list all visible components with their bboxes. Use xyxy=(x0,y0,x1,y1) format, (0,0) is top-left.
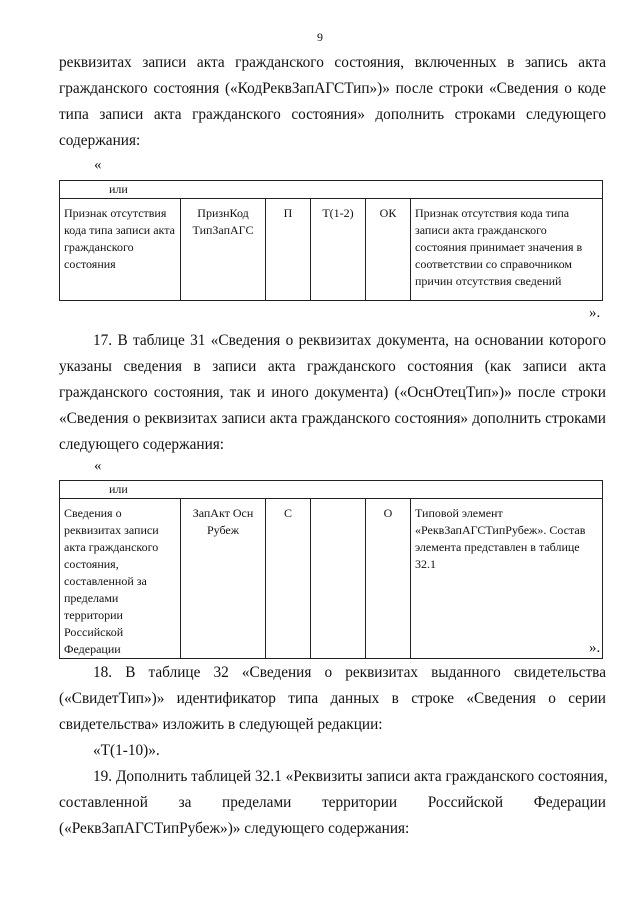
table2-required-cell: О xyxy=(366,499,411,659)
table1-header-row xyxy=(60,181,603,199)
intro-paragraph xyxy=(59,50,606,154)
table1-description-cell: Признак отсутствия кода типа записи акта гражданского состояния принимает значения в соответствии со справочником причин отсутствия сведений xyxy=(411,199,603,301)
para19-line: («РеквЗапАГСТипРубеж»)» следующего содержания: xyxy=(59,820,410,837)
table1-required-cell: ОК xyxy=(366,199,411,301)
table1-header: или xyxy=(109,182,128,196)
table1-open-quote: « xyxy=(94,157,102,173)
table1-type-cell: П xyxy=(266,199,311,301)
table1-name-cell: Признак отсутствия кода типа записи акта гражданского состояния xyxy=(60,199,181,301)
intro-line: реквизитах записи акта гражданского состояния, включенных в запись акта xyxy=(59,54,606,71)
para19-line: 19. Дополнить таблицей 32.1 «Реквизиты записи акта гражданского состояния, xyxy=(93,768,608,785)
table2-format-cell xyxy=(311,499,366,659)
table1-format-cell: Т(1-2) xyxy=(311,199,366,301)
paragraph-19 xyxy=(59,764,606,842)
intro-line: содержания: xyxy=(59,132,141,149)
table-2 xyxy=(59,480,603,659)
table2-close-quote: ». xyxy=(589,640,601,656)
para17-line: указаны сведения в записи акта гражданского состояния (как записи акта xyxy=(59,358,606,375)
table2-name-cell: Сведения о реквизитах записи акта гражданского состояния, составленной за пределами территории Российской Федерации xyxy=(60,499,181,659)
intro-line: гражданского состояния («КодРеквЗапАГСТип»)» после строки «Сведения о коде xyxy=(59,80,606,97)
table1-close-quote: ». xyxy=(589,305,601,321)
para18-line: свидетельства» изложить в следующей редакции: xyxy=(59,716,383,733)
table2-code-cell: ЗапАкт Осн Рубеж xyxy=(181,499,266,659)
table-1 xyxy=(59,180,603,301)
table1-code-cell: ПризнКод ТипЗапАГС xyxy=(181,199,266,301)
para19-line: составленной за пределами территории Российской Федерации xyxy=(59,794,606,811)
paragraph-17 xyxy=(59,328,606,458)
para17-line: следующего содержания: xyxy=(59,436,225,453)
para17-line: «Сведения о реквизитах записи акта гражданского состояния» дополнить строками xyxy=(59,410,606,427)
para17-line: 17. В таблице 31 «Сведения о реквизитах документа, на основании которого xyxy=(93,332,606,349)
para18-value: «Т(1-10)». xyxy=(93,742,160,759)
table2-type-cell: С xyxy=(266,499,311,659)
paragraph-18 xyxy=(59,660,606,738)
table2-header-row xyxy=(60,481,603,499)
table2-open-quote: « xyxy=(94,458,102,474)
para18-line: («СвидетТип»)» идентификатор типа данных в строке «Сведения о серии xyxy=(59,690,606,707)
intro-line: типа записи акта гражданского состояния» дополнить строками следующего xyxy=(59,106,606,123)
para17-line: гражданского состояния, так и иного документа) («ОснОтецТип»)» после строки xyxy=(59,384,606,401)
page-number: 9 xyxy=(317,30,323,44)
table2-header: или xyxy=(109,482,128,496)
para18-line: 18. В таблице 32 «Сведения о реквизитах выданного свидетельства xyxy=(93,664,606,681)
table2-description-cell: Типовой элемент «РеквЗапАГСТипРубеж». Состав элемента представлен в таблице 32.1 xyxy=(411,499,603,659)
